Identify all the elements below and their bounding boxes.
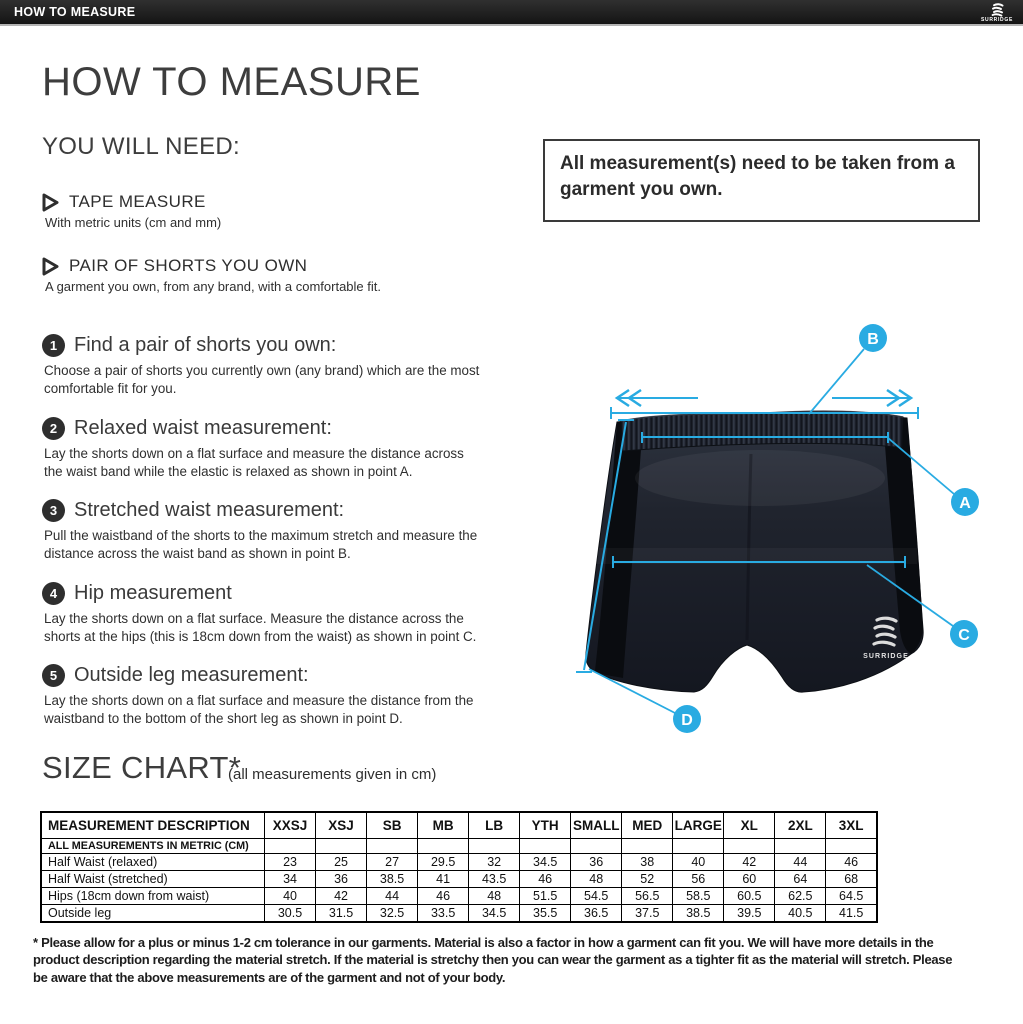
size-chart-body bbox=[41, 839, 877, 923]
measurement-value: 34 bbox=[265, 871, 316, 888]
measurement-value: 39.5 bbox=[724, 905, 775, 923]
size-chart-header bbox=[41, 812, 877, 839]
empty-cell bbox=[622, 839, 673, 854]
step-body: Choose a pair of shorts you currently own (any brand) which are the most comfortable fit for you. bbox=[44, 363, 480, 396]
empty-cell bbox=[265, 839, 316, 854]
tolerance-footnote: * Please allow for a plus or minus 1-2 cm tolerance in our garments. Material is also a factor in how a garment can fit you. We will have more details in the product description regarding the material stretch. If the material is stretchy then you can wear the garment as a tighter fit as the material will stretch. Please be aware that the above measurements are of the garment and not of your body. bbox=[33, 935, 953, 985]
measurement-value: 58.5 bbox=[673, 888, 724, 905]
column-header-size: LB bbox=[469, 812, 520, 839]
measurement-value: 60.5 bbox=[724, 888, 775, 905]
step-body: Lay the shorts down on a flat surface. Measure the distance across the shorts at the hips (this is 18cm down from the waist) as shown in point C. bbox=[44, 611, 477, 644]
need-item-subtitle: With metric units (cm and mm) bbox=[45, 215, 222, 230]
surridge-s-icon bbox=[990, 3, 1005, 17]
marker-B bbox=[859, 324, 887, 352]
measurement-value: 34.5 bbox=[520, 854, 571, 871]
column-header-size: SMALL bbox=[571, 812, 622, 839]
need-item-title: PAIR OF SHORTS YOU OWN bbox=[69, 256, 308, 275]
top-bar-title: HOW TO MEASURE bbox=[14, 5, 136, 19]
column-header-size: SB bbox=[367, 812, 418, 839]
marker-A-label: A bbox=[959, 495, 971, 512]
measurement-value: 41.5 bbox=[826, 905, 877, 923]
step-number-badge: 4 bbox=[42, 582, 65, 605]
column-header-size: 3XL bbox=[826, 812, 877, 839]
you-will-need-heading: YOU WILL NEED: bbox=[42, 133, 241, 160]
need-item-title: TAPE MEASURE bbox=[69, 192, 206, 211]
column-header-size: LARGE bbox=[673, 812, 724, 839]
measurement-value: 40 bbox=[673, 854, 724, 871]
marker-D-label: D bbox=[681, 712, 693, 729]
measurement-value: 48 bbox=[571, 871, 622, 888]
shorts-logo-text: SURRIDGE bbox=[863, 653, 909, 660]
measurement-value: 60 bbox=[724, 871, 775, 888]
measurement-value: 32.5 bbox=[367, 905, 418, 923]
measurement-value: 25 bbox=[316, 854, 367, 871]
measurement-value: 31.5 bbox=[316, 905, 367, 923]
step-body: Lay the shorts down on a flat surface and measure the distance from the waistband to the bottom of the short leg as shown in point D. bbox=[44, 693, 474, 726]
step-body: Pull the waistband of the shorts to the maximum stretch and measure the distance across the waist band as shown in point B. bbox=[44, 528, 478, 561]
empty-cell bbox=[367, 839, 418, 854]
triangle-bullet-icon bbox=[42, 193, 59, 212]
step-number-badge: 5 bbox=[42, 664, 65, 687]
measurement-value: 52 bbox=[622, 871, 673, 888]
empty-cell bbox=[418, 839, 469, 854]
measurement-value: 34.5 bbox=[469, 905, 520, 923]
marker-B-label: B bbox=[867, 331, 879, 348]
measurement-value: 40.5 bbox=[775, 905, 826, 923]
column-header-size: XL bbox=[724, 812, 775, 839]
column-header-description: MEASUREMENT DESCRIPTION bbox=[41, 812, 265, 839]
empty-cell bbox=[469, 839, 520, 854]
column-header-size: MB bbox=[418, 812, 469, 839]
row-label: Hips (18cm down from waist) bbox=[41, 888, 265, 905]
measurement-value: 51.5 bbox=[520, 888, 571, 905]
measurement-value: 46 bbox=[826, 854, 877, 871]
table-row bbox=[41, 905, 877, 923]
measurement-value: 42 bbox=[724, 854, 775, 871]
measurement-value: 37.5 bbox=[622, 905, 673, 923]
measurement-value: 33.5 bbox=[418, 905, 469, 923]
measurement-value: 32 bbox=[469, 854, 520, 871]
table-row bbox=[41, 888, 877, 905]
step-title: Hip measurement bbox=[74, 582, 232, 604]
measurement-value: 56 bbox=[673, 871, 724, 888]
surridge-logo-text: SURRIDGE bbox=[981, 16, 1013, 23]
empty-cell bbox=[826, 839, 877, 854]
triangle-bullet-icon bbox=[42, 257, 59, 276]
top-bar bbox=[0, 0, 1023, 26]
measurement-value: 29.5 bbox=[418, 854, 469, 871]
surridge-logo bbox=[981, 3, 1013, 23]
step-3 bbox=[42, 499, 497, 562]
step-1 bbox=[42, 334, 497, 397]
column-header-size: MED bbox=[622, 812, 673, 839]
measurement-value: 44 bbox=[775, 854, 826, 871]
marker-D bbox=[673, 705, 701, 733]
empty-cell bbox=[775, 839, 826, 854]
measurement-value: 64.5 bbox=[826, 888, 877, 905]
step-5 bbox=[42, 664, 497, 727]
measurement-value: 42 bbox=[316, 888, 367, 905]
table-row bbox=[41, 871, 877, 888]
measurement-value: 46 bbox=[520, 871, 571, 888]
metric-note-row bbox=[41, 839, 877, 854]
empty-cell bbox=[673, 839, 724, 854]
marker-A bbox=[951, 488, 979, 516]
row-label: Outside leg bbox=[41, 905, 265, 923]
column-header-size: XXSJ bbox=[265, 812, 316, 839]
measurement-value: 43.5 bbox=[469, 871, 520, 888]
measurement-value: 30.5 bbox=[265, 905, 316, 923]
size-chart-subheading: (all measurements given in cm) bbox=[228, 766, 437, 783]
step-body: Lay the shorts down on a flat surface and measure the distance across the waist band while the elastic is relaxed as shown in point A. bbox=[44, 446, 464, 479]
metric-note-cell: ALL MEASUREMENTS IN METRIC (CM) bbox=[41, 839, 265, 854]
empty-cell bbox=[316, 839, 367, 854]
page-title: HOW TO MEASURE bbox=[42, 60, 421, 104]
measurement-value: 44 bbox=[367, 888, 418, 905]
measurement-value: 54.5 bbox=[571, 888, 622, 905]
measurement-value: 40 bbox=[265, 888, 316, 905]
step-title: Find a pair of shorts you own: bbox=[74, 334, 337, 356]
step-number-badge: 2 bbox=[42, 417, 65, 440]
need-item-shorts bbox=[42, 256, 381, 294]
shorts-illustration bbox=[586, 411, 923, 692]
step-title: Outside leg measurement: bbox=[74, 664, 309, 686]
measurement-value: 27 bbox=[367, 854, 418, 871]
measurement-value: 64 bbox=[775, 871, 826, 888]
step-2 bbox=[42, 417, 497, 480]
shorts-measurement-diagram bbox=[555, 298, 1015, 744]
measurement-value: 56.5 bbox=[622, 888, 673, 905]
size-chart-heading: SIZE CHART* bbox=[42, 750, 242, 785]
row-label: Half Waist (relaxed) bbox=[41, 854, 265, 871]
measurement-value: 46 bbox=[418, 888, 469, 905]
measurement-note-box: All measurement(s) need to be taken from a garment you own. bbox=[543, 139, 980, 222]
measurement-value: 38.5 bbox=[367, 871, 418, 888]
step-title: Relaxed waist measurement: bbox=[74, 417, 332, 439]
step-title: Stretched waist measurement: bbox=[74, 499, 345, 521]
measurement-value: 36 bbox=[316, 871, 367, 888]
measurement-value: 36 bbox=[571, 854, 622, 871]
step-number-badge: 3 bbox=[42, 499, 65, 522]
step-number-badge: 1 bbox=[42, 334, 65, 357]
empty-cell bbox=[724, 839, 775, 854]
row-label: Half Waist (stretched) bbox=[41, 871, 265, 888]
need-item-tape-measure bbox=[42, 192, 221, 230]
measurement-value: 62.5 bbox=[775, 888, 826, 905]
marker-C bbox=[950, 620, 978, 648]
empty-cell bbox=[571, 839, 622, 854]
measurement-value: 35.5 bbox=[520, 905, 571, 923]
table-row bbox=[41, 854, 877, 871]
column-header-size: 2XL bbox=[775, 812, 826, 839]
measurement-value: 38.5 bbox=[673, 905, 724, 923]
measurement-value: 38 bbox=[622, 854, 673, 871]
size-chart-table bbox=[40, 811, 878, 923]
step-4 bbox=[42, 582, 497, 645]
measurement-value: 36.5 bbox=[571, 905, 622, 923]
measurement-value: 48 bbox=[469, 888, 520, 905]
need-item-subtitle: A garment you own, from any brand, with a comfortable fit. bbox=[45, 279, 381, 294]
measurement-value: 41 bbox=[418, 871, 469, 888]
measurement-value: 23 bbox=[265, 854, 316, 871]
empty-cell bbox=[520, 839, 571, 854]
column-header-size: XSJ bbox=[316, 812, 367, 839]
marker-C-label: C bbox=[958, 627, 970, 644]
column-header-size: YTH bbox=[520, 812, 571, 839]
measurement-value: 68 bbox=[826, 871, 877, 888]
